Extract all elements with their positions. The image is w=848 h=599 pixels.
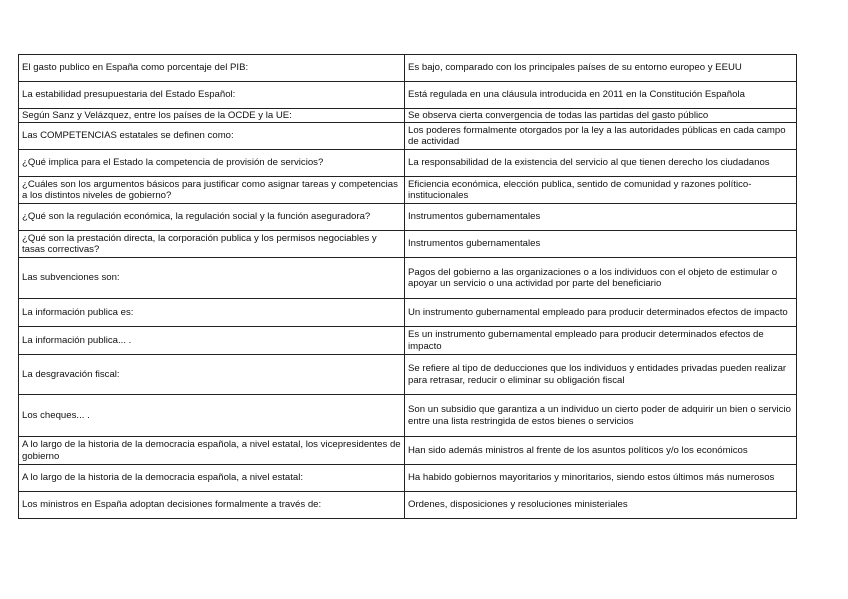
answer-cell: Es un instrumento gubernamental empleado para producir determinados efectos de impacto xyxy=(405,327,797,355)
answer-cell: Pagos del gobierno a las organizaciones o a los individuos con el objeto de estimular o apoyar un servicio o una actividad por parte del beneficiario xyxy=(405,258,797,299)
qa-table xyxy=(18,54,797,519)
answer-cell: Está regulada en una cláusula introducida en 2011 en la Constitución Española xyxy=(405,82,797,109)
table-row xyxy=(19,123,797,150)
answer-cell: La responsabilidad de la existencia del servicio al que tienen derecho los ciudadanos xyxy=(405,150,797,177)
answer-cell: Son un subsidio que garantiza a un individuo un cierto poder de adquirir un bien o servicio entre una lista restringida de estos bienes o servicios xyxy=(405,395,797,437)
question-cell: Los cheques... . xyxy=(19,395,405,437)
table-row xyxy=(19,355,797,395)
question-cell: La desgravación fiscal: xyxy=(19,355,405,395)
answer-cell: Ordenes, disposiciones y resoluciones ministeriales xyxy=(405,492,797,519)
answer-cell: Es bajo, comparado con los principales países de su entorno europeo y EEUU xyxy=(405,55,797,82)
question-cell: ¿Cuáles son los argumentos básicos para justificar como asignar tareas y competencias a los distintos niveles de gobierno? xyxy=(19,177,405,204)
table-row xyxy=(19,204,797,231)
question-cell: La estabilidad presupuestaria del Estado Español: xyxy=(19,82,405,109)
table-row xyxy=(19,177,797,204)
table-row xyxy=(19,437,797,465)
answer-cell: Un instrumento gubernamental empleado para producir determinados efectos de impacto xyxy=(405,299,797,327)
table-row xyxy=(19,299,797,327)
table-row xyxy=(19,109,797,123)
table-row xyxy=(19,231,797,258)
question-cell: ¿Qué son la prestación directa, la corporación publica y los permisos negociables y tasas correctivas? xyxy=(19,231,405,258)
answer-cell: Instrumentos gubernamentales xyxy=(405,231,797,258)
question-cell: La información publica... . xyxy=(19,327,405,355)
question-cell: A lo largo de la historia de la democracia española, a nivel estatal, los vicepresidentes de gobierno xyxy=(19,437,405,465)
question-cell: Las COMPETENCIAS estatales se definen como: xyxy=(19,123,405,150)
answer-cell: Se observa cierta convergencia de todas las partidas del gasto público xyxy=(405,109,797,123)
table-row xyxy=(19,492,797,519)
answer-cell: Se refiere al tipo de deducciones que los individuos y entidades privadas pueden realizar para retrasar, reducir o eliminar su obligación fiscal xyxy=(405,355,797,395)
question-cell: El gasto publico en España como porcentaje del PIB: xyxy=(19,55,405,82)
table-row xyxy=(19,465,797,492)
table-row xyxy=(19,327,797,355)
table-row xyxy=(19,258,797,299)
question-cell: Los ministros en España adoptan decisiones formalmente a través de: xyxy=(19,492,405,519)
answer-cell: Eficiencia económica, elección publica, sentido de comunidad y razones político-institucionales xyxy=(405,177,797,204)
question-cell: La información publica es: xyxy=(19,299,405,327)
question-cell: ¿Qué implica para el Estado la competencia de provisión de servicios? xyxy=(19,150,405,177)
question-cell: Las subvenciones son: xyxy=(19,258,405,299)
table-row xyxy=(19,395,797,437)
answer-cell: Ha habido gobiernos mayoritarios y minoritarios, siendo estos últimos más numerosos xyxy=(405,465,797,492)
table-row xyxy=(19,55,797,82)
answer-cell: Instrumentos gubernamentales xyxy=(405,204,797,231)
answer-cell: Los poderes formalmente otorgados por la ley a las autoridades públicas en cada campo de actividad xyxy=(405,123,797,150)
table-row xyxy=(19,150,797,177)
answer-cell: Han sido además ministros al frente de los asuntos políticos y/o los económicos xyxy=(405,437,797,465)
table-row xyxy=(19,82,797,109)
question-cell: ¿Qué son la regulación económica, la regulación social y la función aseguradora? xyxy=(19,204,405,231)
question-cell: A lo largo de la historia de la democracia española, a nivel estatal: xyxy=(19,465,405,492)
question-cell: Según Sanz y Velázquez, entre los países de la OCDE y la UE: xyxy=(19,109,405,123)
